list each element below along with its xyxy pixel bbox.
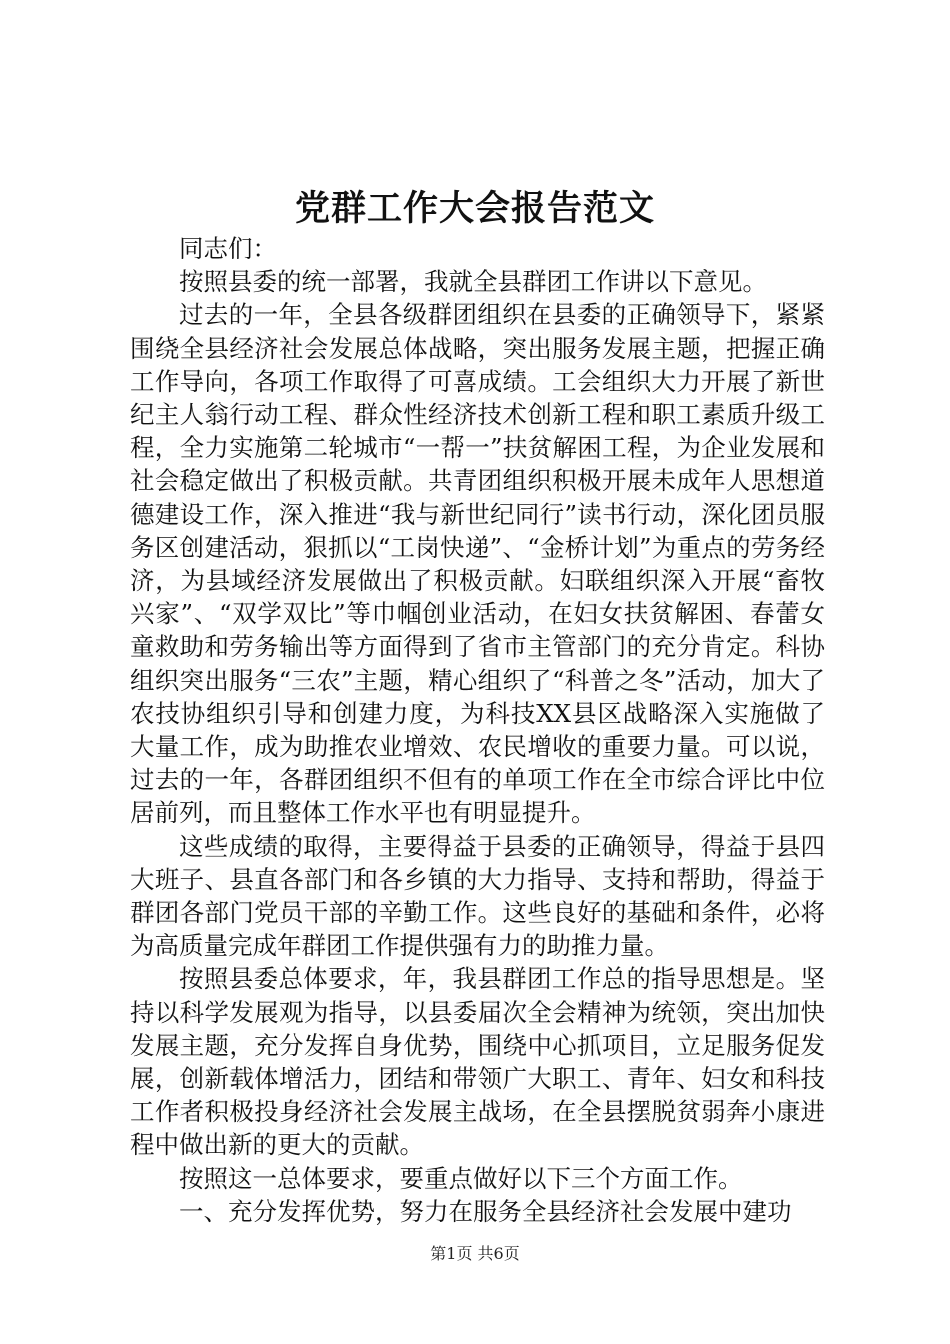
section-heading: 一、充分发挥优势，努力在服务全县经济社会发展中建功 (179, 1196, 792, 1226)
body-paragraph: 按照县委总体要求，年，我县群团工作总的指导思想是。坚持以科学发展观为指导，以县委届次全会精神为统领，突出加快发展主题，充分发挥自身优势，围绕中心抓项目，立足服务促发展，创新载体增活力，团结和带领广大职工、青年、妇女和科技工作者积极投身经济社会发展主战场，在全县摆脱贫弱奔小康进程中做出新的更大的贡献。 (130, 964, 825, 1160)
body-paragraph: 按照县委的统一部署，我就全县群团工作讲以下意见。 (179, 267, 767, 297)
page-footer: 第1页 共6页 (430, 1244, 520, 1263)
document-title: 党群工作大会报告范文 (294, 188, 655, 229)
salutation-paragraph: 同志们： (179, 234, 277, 263)
body-paragraph: 这些成绩的取得，主要得益于县委的正确领导，得益于县四大班子、县直各部门和各乡镇的大力指导、支持和帮助，得益于群团各部门党员干部的辛勤工作。这些良好的基础和条件，必将为高质量完成年群团工作提供强有力的助推力量。 (130, 831, 825, 961)
body-paragraph: 过去的一年，全县各级群团组织在县委的正确领导下，紧紧围绕全县经济社会发展总体战略，突出服务发展主题，把握正确工作导向，各项工作取得了可喜成绩。工会组织大力开展了新世纪主人翁行动工程、群众性经济技术创新工程和职工素质升级工程，全力实施第二轮城市“一帮一”扶贫解困工程，为企业发展和社会稳定做出了积极贡献。共青团组织积极开展未成年人思想道德建设工作，深入推进“我与新世纪同行”读书行动，深化团员服务区创建活动，狠抓以“工岗快递”、“金桥计划”为重点的劳务经济，为县域经济发展做出了积极贡献。妇联组织深入开展“畜牧兴家”、“双学双比”等巾帼创业活动，在妇女扶贫解困、春蕾女童救助和劳务输出等方面得到了省市主管部门的充分肯定。科协组织突出服务“三农”主题，精心组织了“科普之冬”活动，加大了农技协组织引导和创建力度，为科技XX县区战略深入实施做了大量工作，成为助推农业增效、农民增收的重要力量。可以说，过去的一年，各群团组织不但有的单项工作在全市综合评比中位居前列，而且整体工作水平也有明显提升。 (130, 300, 825, 828)
document-body (130, 232, 825, 1228)
body-paragraph: 按照这一总体要求，要重点做好以下三个方面工作。 (179, 1163, 743, 1193)
